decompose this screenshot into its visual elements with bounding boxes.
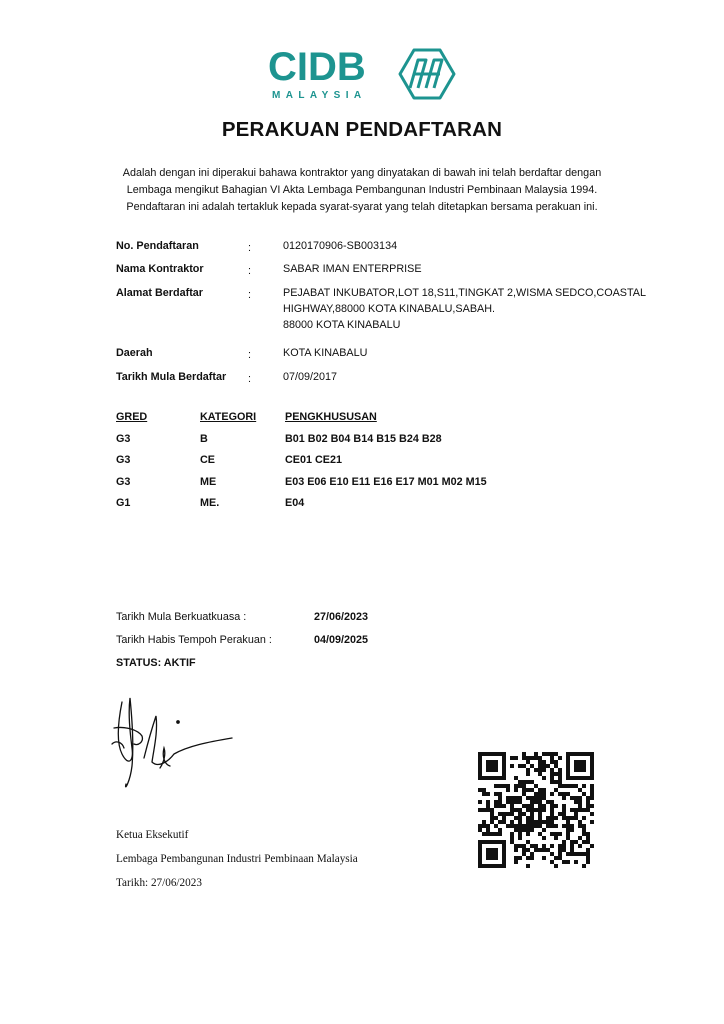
grade-row-2-kategori: CE	[200, 454, 215, 466]
alamat-line-3: 88000 KOTA KINABALU	[283, 319, 401, 331]
grade-row-3-gred: G3	[116, 476, 131, 488]
logo-country-text: MALAYSIA	[272, 90, 367, 101]
grade-row-2-pengkhususan: CE01 CE21	[285, 454, 343, 466]
tarikh-mula-berkuatkuasa-label: Tarikh Mula Berkuatkuasa :	[116, 611, 247, 623]
hexagon-emblem-icon	[400, 50, 454, 98]
tarikh-habis-tempoh-value: 04/09/2025	[314, 634, 369, 646]
grade-row-1-kategori: B	[200, 433, 208, 445]
no-pendaftaran-label: No. Pendaftaran	[116, 240, 199, 252]
intro-line-2: Lembaga mengikut Bahagian VI Akta Lembaga Pembangunan Industri Pembinaan Malaysia 1994.	[126, 184, 598, 196]
colon: :	[248, 373, 251, 385]
status-badge: STATUS: AKTIF	[116, 657, 196, 669]
nama-kontraktor-label: Nama Kontraktor	[116, 263, 204, 275]
cidb-logo	[268, 44, 456, 102]
colon: :	[248, 242, 251, 254]
logo-brand-text: CIDB	[268, 45, 366, 89]
signatory-organisation: Lembaga Pembangunan Industri Pembinaan Malaysia	[116, 853, 358, 865]
grade-row-1-pengkhususan: B01 B02 B04 B14 B15 B24 B28	[285, 433, 442, 445]
page-title: PERAKUAN PENDAFTARAN	[221, 118, 503, 141]
grade-row-4-pengkhususan: E04	[285, 497, 305, 509]
grade-row-3-kategori: ME	[200, 476, 217, 488]
alamat-label: Alamat Berdaftar	[116, 287, 204, 299]
alamat-line-2: HIGHWAY,88000 KOTA KINABALU,SABAH.	[283, 303, 496, 315]
grade-header-kategori: KATEGORI	[200, 411, 257, 423]
grade-header-gred: GRED	[116, 411, 148, 423]
no-pendaftaran-value: 0120170906-SB003134	[283, 240, 398, 252]
grade-row-4-kategori: ME.	[200, 497, 220, 509]
tarikh-mula-berkuatkuasa-value: 27/06/2023	[314, 611, 369, 623]
grade-header-pengkhususan: PENGKHUSUSAN	[285, 411, 377, 423]
signature-icon	[108, 692, 242, 796]
tarikh-mula-label: Tarikh Mula Berdaftar	[116, 371, 227, 383]
daerah-value: KOTA KINABALU	[283, 347, 368, 359]
grade-row-4-gred: G1	[116, 497, 131, 509]
qr-code-icon	[478, 752, 594, 868]
intro-line-1: Adalah dengan ini diperakui bahawa kontraktor yang dinyatakan di bawah ini telah berdaftar dengan	[122, 167, 602, 179]
grade-row-1-gred: G3	[116, 433, 131, 445]
colon: :	[248, 289, 251, 301]
nama-kontraktor-value: SABAR IMAN ENTERPRISE	[283, 263, 422, 275]
colon: :	[248, 349, 251, 361]
tarikh-mula-value: 07/09/2017	[283, 371, 338, 383]
signatory-date: Tarikh: 27/06/2023	[116, 877, 202, 889]
tarikh-habis-tempoh-label: Tarikh Habis Tempoh Perakuan :	[116, 634, 272, 646]
signatory-title: Ketua Eksekutif	[116, 829, 189, 841]
grade-row-3-pengkhususan: E03 E06 E10 E11 E16 E17 M01 M02 M15	[285, 476, 487, 488]
daerah-label: Daerah	[116, 347, 153, 359]
grade-row-2-gred: G3	[116, 454, 131, 466]
alamat-line-1: PEJABAT INKUBATOR,LOT 18,S11,TINGKAT 2,WISMA SEDCO,COASTAL	[283, 287, 646, 299]
colon: :	[248, 265, 251, 277]
intro-line-3: Pendaftaran ini adalah tertakluk kepada syarat-syarat yang telah ditetapkan bersama perakuan ini.	[126, 201, 598, 213]
